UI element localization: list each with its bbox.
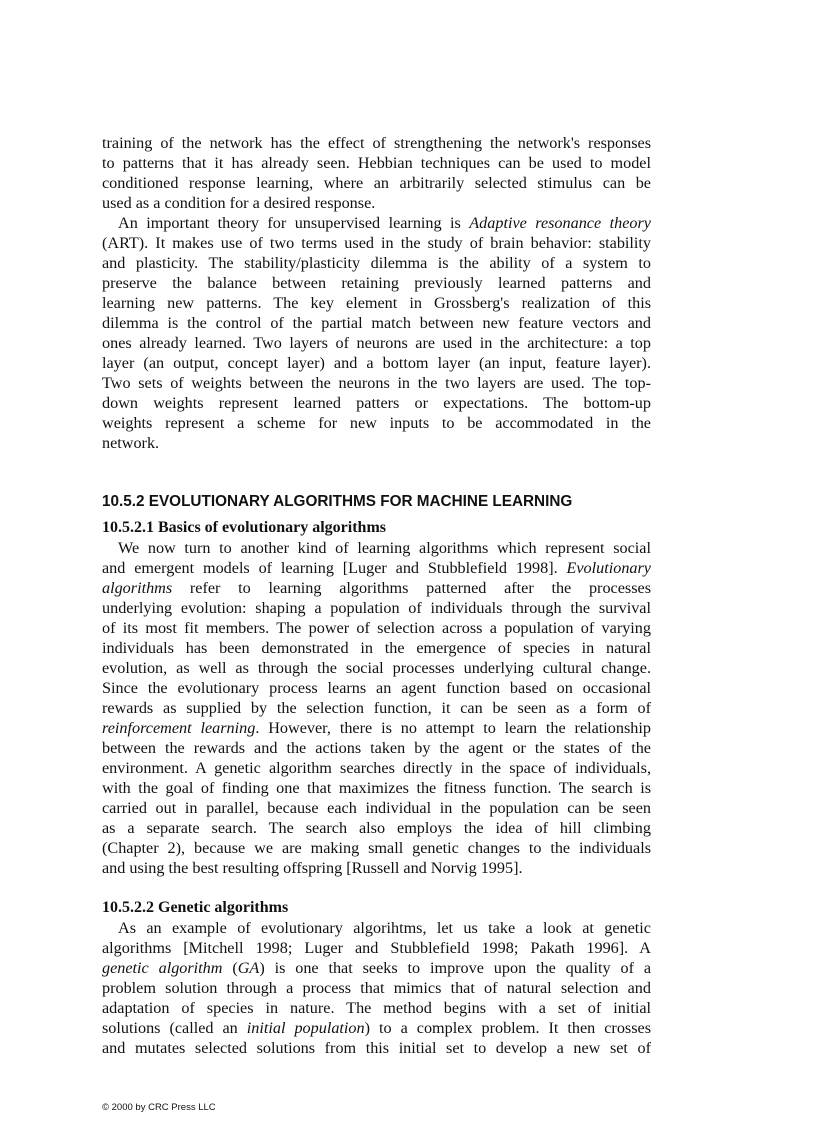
text-line: evolution, as well as through the social processes underlying cultural change. — [102, 659, 651, 677]
text-span: . However, there is no attempt to learn the relationship — [255, 719, 651, 737]
text-line: down weights represent learned patters or expectations. The bottom-up — [102, 394, 651, 412]
text-span: and emergent models of learning [Luger and Stubblefield 1998]. — [102, 559, 567, 577]
text-line: used as a condition for a desired response. — [102, 194, 376, 212]
italic-term: Evolutionary — [566, 559, 651, 577]
body-text-basics — [102, 538, 651, 878]
text-line: as a separate search. The search also employs the idea of hill climbing — [102, 819, 651, 837]
text-line: preserve the balance between retaining previously learned patterns and — [102, 274, 651, 292]
text-line: underlying evolution: shaping a population of individuals through the survival — [102, 599, 651, 617]
text-line — [102, 958, 651, 978]
italic-term: GA — [237, 959, 260, 977]
section-heading: 10.5.2 EVOLUTIONARY ALGORITHMS FOR MACHINE LEARNING — [102, 493, 573, 510]
text-line: dilemma is the control of the partial match between new feature vectors and — [102, 314, 651, 332]
text-line: As an example of evolutionary algorihtms, let us take a look at genetic — [118, 919, 651, 937]
text-line — [102, 1018, 651, 1038]
paragraph — [102, 918, 651, 1058]
text-line: training of the network has the effect of strengthening the network's responses — [102, 134, 651, 152]
italic-term: genetic algorithm — [102, 959, 223, 977]
text-line — [102, 558, 651, 578]
text-line: weights represent a scheme for new inputs to be accommodated in the — [102, 414, 651, 432]
text-line: learning new patterns. The key element in Grossberg's realization of this — [102, 294, 651, 312]
paragraph — [102, 133, 651, 213]
paragraph — [102, 213, 651, 453]
subsection-heading-genetic: 10.5.2.2 Genetic algorithms — [102, 899, 289, 916]
text-line: Two sets of weights between the neurons in the two layers are used. The top- — [102, 374, 651, 392]
text-line: of its most fit members. The power of selection across a population of varying — [102, 619, 651, 637]
italic-term: algorithms — [102, 579, 173, 597]
text-line: (ART). It makes use of two terms used in the study of brain behavior: stability — [102, 234, 651, 252]
italic-term: Adaptive resonance theory — [469, 214, 651, 232]
body-text-top — [102, 133, 651, 453]
text-line — [102, 718, 651, 738]
text-line: rewards as supplied by the selection function, it can be seen as a form of — [102, 699, 651, 717]
text-span: ( — [222, 959, 238, 977]
text-line: and mutates selected solutions from this initial set to develop a new set of — [102, 1039, 651, 1057]
text-line: (Chapter 2), because we are making small genetic changes to the individuals — [102, 839, 651, 857]
italic-term: initial population — [246, 1019, 365, 1037]
copyright-footer: © 2000 by CRC Press LLC — [102, 1102, 216, 1113]
italic-term: reinforcement learning — [102, 719, 256, 737]
text-line: We now turn to another kind of learning algorithms which represent social — [118, 539, 651, 557]
text-span: solutions (called an — [102, 1019, 247, 1037]
text-line: and plasticity. The stability/plasticity dilemma is the ability of a system to — [102, 254, 651, 272]
text-line: problem solution through a process that mimics that of natural selection and — [102, 979, 651, 997]
text-line: algorithms [Mitchell 1998; Luger and Stubblefield 1998; Pakath 1996]. A — [102, 939, 651, 957]
text-span: ) is one that seeks to improve upon the quality of a — [259, 959, 652, 977]
text-span: An important theory for unsupervised learning is — [118, 214, 470, 232]
body-text-genetic — [102, 918, 651, 1058]
text-line: and using the best resulting offspring [Russell and Norvig 1995]. — [102, 859, 523, 877]
text-line: environment. A genetic algorithm searches directly in the space of individuals, — [102, 759, 651, 777]
text-line: ones already learned. Two layers of neurons are used in the architecture: a top — [102, 334, 651, 352]
text-span: refer to learning algorithms patterned after the processes — [172, 579, 651, 597]
text-line: conditioned response learning, where an arbitrarily selected stimulus can be — [102, 174, 651, 192]
text-line: network. — [102, 434, 160, 452]
text-line: to patterns that it has already seen. Hebbian techniques can be used to model — [102, 154, 651, 172]
text-line — [102, 213, 651, 233]
text-line: carried out in parallel, because each individual in the population can be seen — [102, 799, 651, 817]
text-line: layer (an output, concept layer) and a bottom layer (an input, feature layer). — [102, 354, 651, 372]
text-span: ) to a complex problem. It then crosses — [364, 1019, 651, 1037]
text-line — [102, 578, 651, 598]
text-line: with the goal of finding one that maximizes the fitness function. The search is — [102, 779, 651, 797]
text-line: Since the evolutionary process learns an agent function based on occasional — [102, 679, 651, 697]
text-line: individuals has been demonstrated in the emergence of species in natural — [102, 639, 651, 657]
text-line: adaptation of species in nature. The method begins with a set of initial — [102, 999, 651, 1017]
paragraph — [102, 538, 651, 878]
subsection-heading-basics: 10.5.2.1 Basics of evolutionary algorithms — [102, 519, 386, 536]
text-line: between the rewards and the actions taken by the agent or the states of the — [102, 739, 651, 757]
